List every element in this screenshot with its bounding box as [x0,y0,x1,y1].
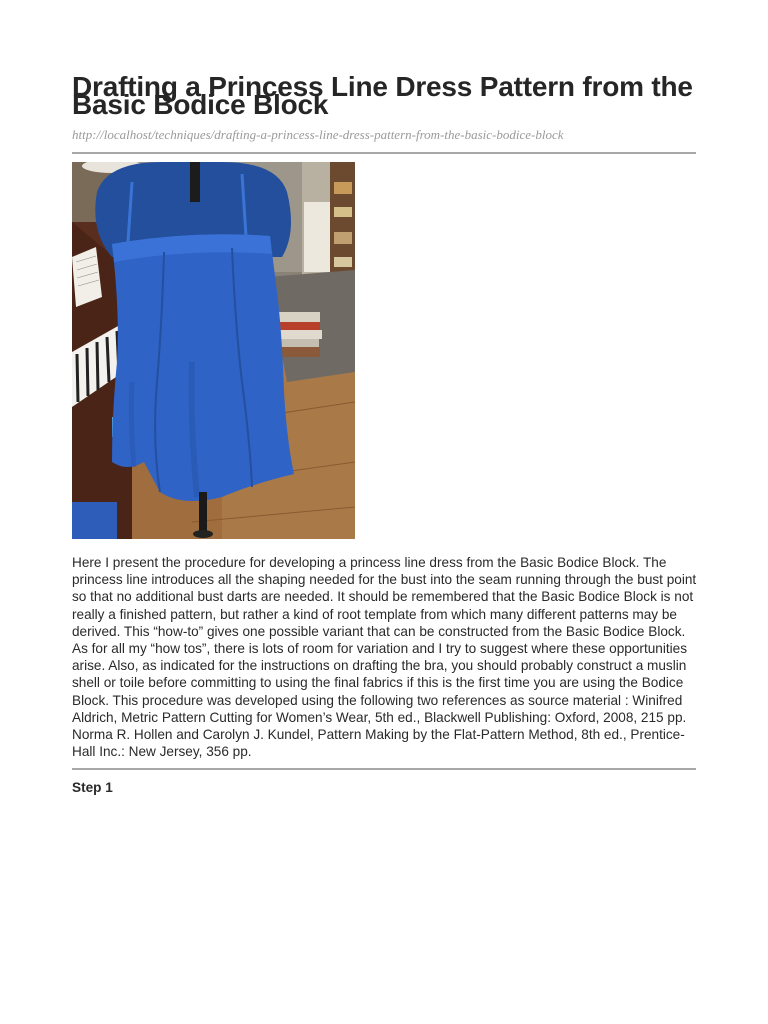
section-divider [72,768,696,770]
step-heading: Step 1 [72,780,113,795]
intro-paragraph: Here I present the procedure for developing a princess line dress from the Basic Bodice Block. The princess line introduces all the shaping needed for the bust into the seam running through the bust point so that no additional bust darts are needed. It should be remembered that the Basic Bodice Block is not really a finished pattern, but rather a kind of root template from which many different patterns may be derived. This “how-to” gives one possible variant that can be constructed from the Basic Bodice Block. As for all my “how tos”, there is lots of room for variation and I try to suggest where these opportunities arise. Also, as indicated for the instructions on drafting the bra, you should probably construct a muslin shell or toile before committing to using the final fabrics if this is the first time you are using the Bodice Block. This procedure was developed using the following two references as source material : Winifred Aldrich, Metric Pattern Cutting for Women’s Wear, 5th ed., Blackwell Publishing: Oxford, 2008, 215 pp. Norma R. Hollen and Carolyn J. Kundel, Pattern Making by the Flat-Pattern Method, 8th ed., Prentice-Hall Inc.: New Jersey, 356 pp. [72,555,697,760]
article-url[interactable]: http://localhost/techniques/drafting-a-princess-line-dress-pattern-from-the-basic-bodice-block [72,127,564,142]
article [72,0,696,1024]
article-title: Drafting a Princess Line Dress Pattern from the Basic Bodice Block [72,71,693,120]
title-divider [72,152,696,154]
dress-photo [72,162,355,539]
